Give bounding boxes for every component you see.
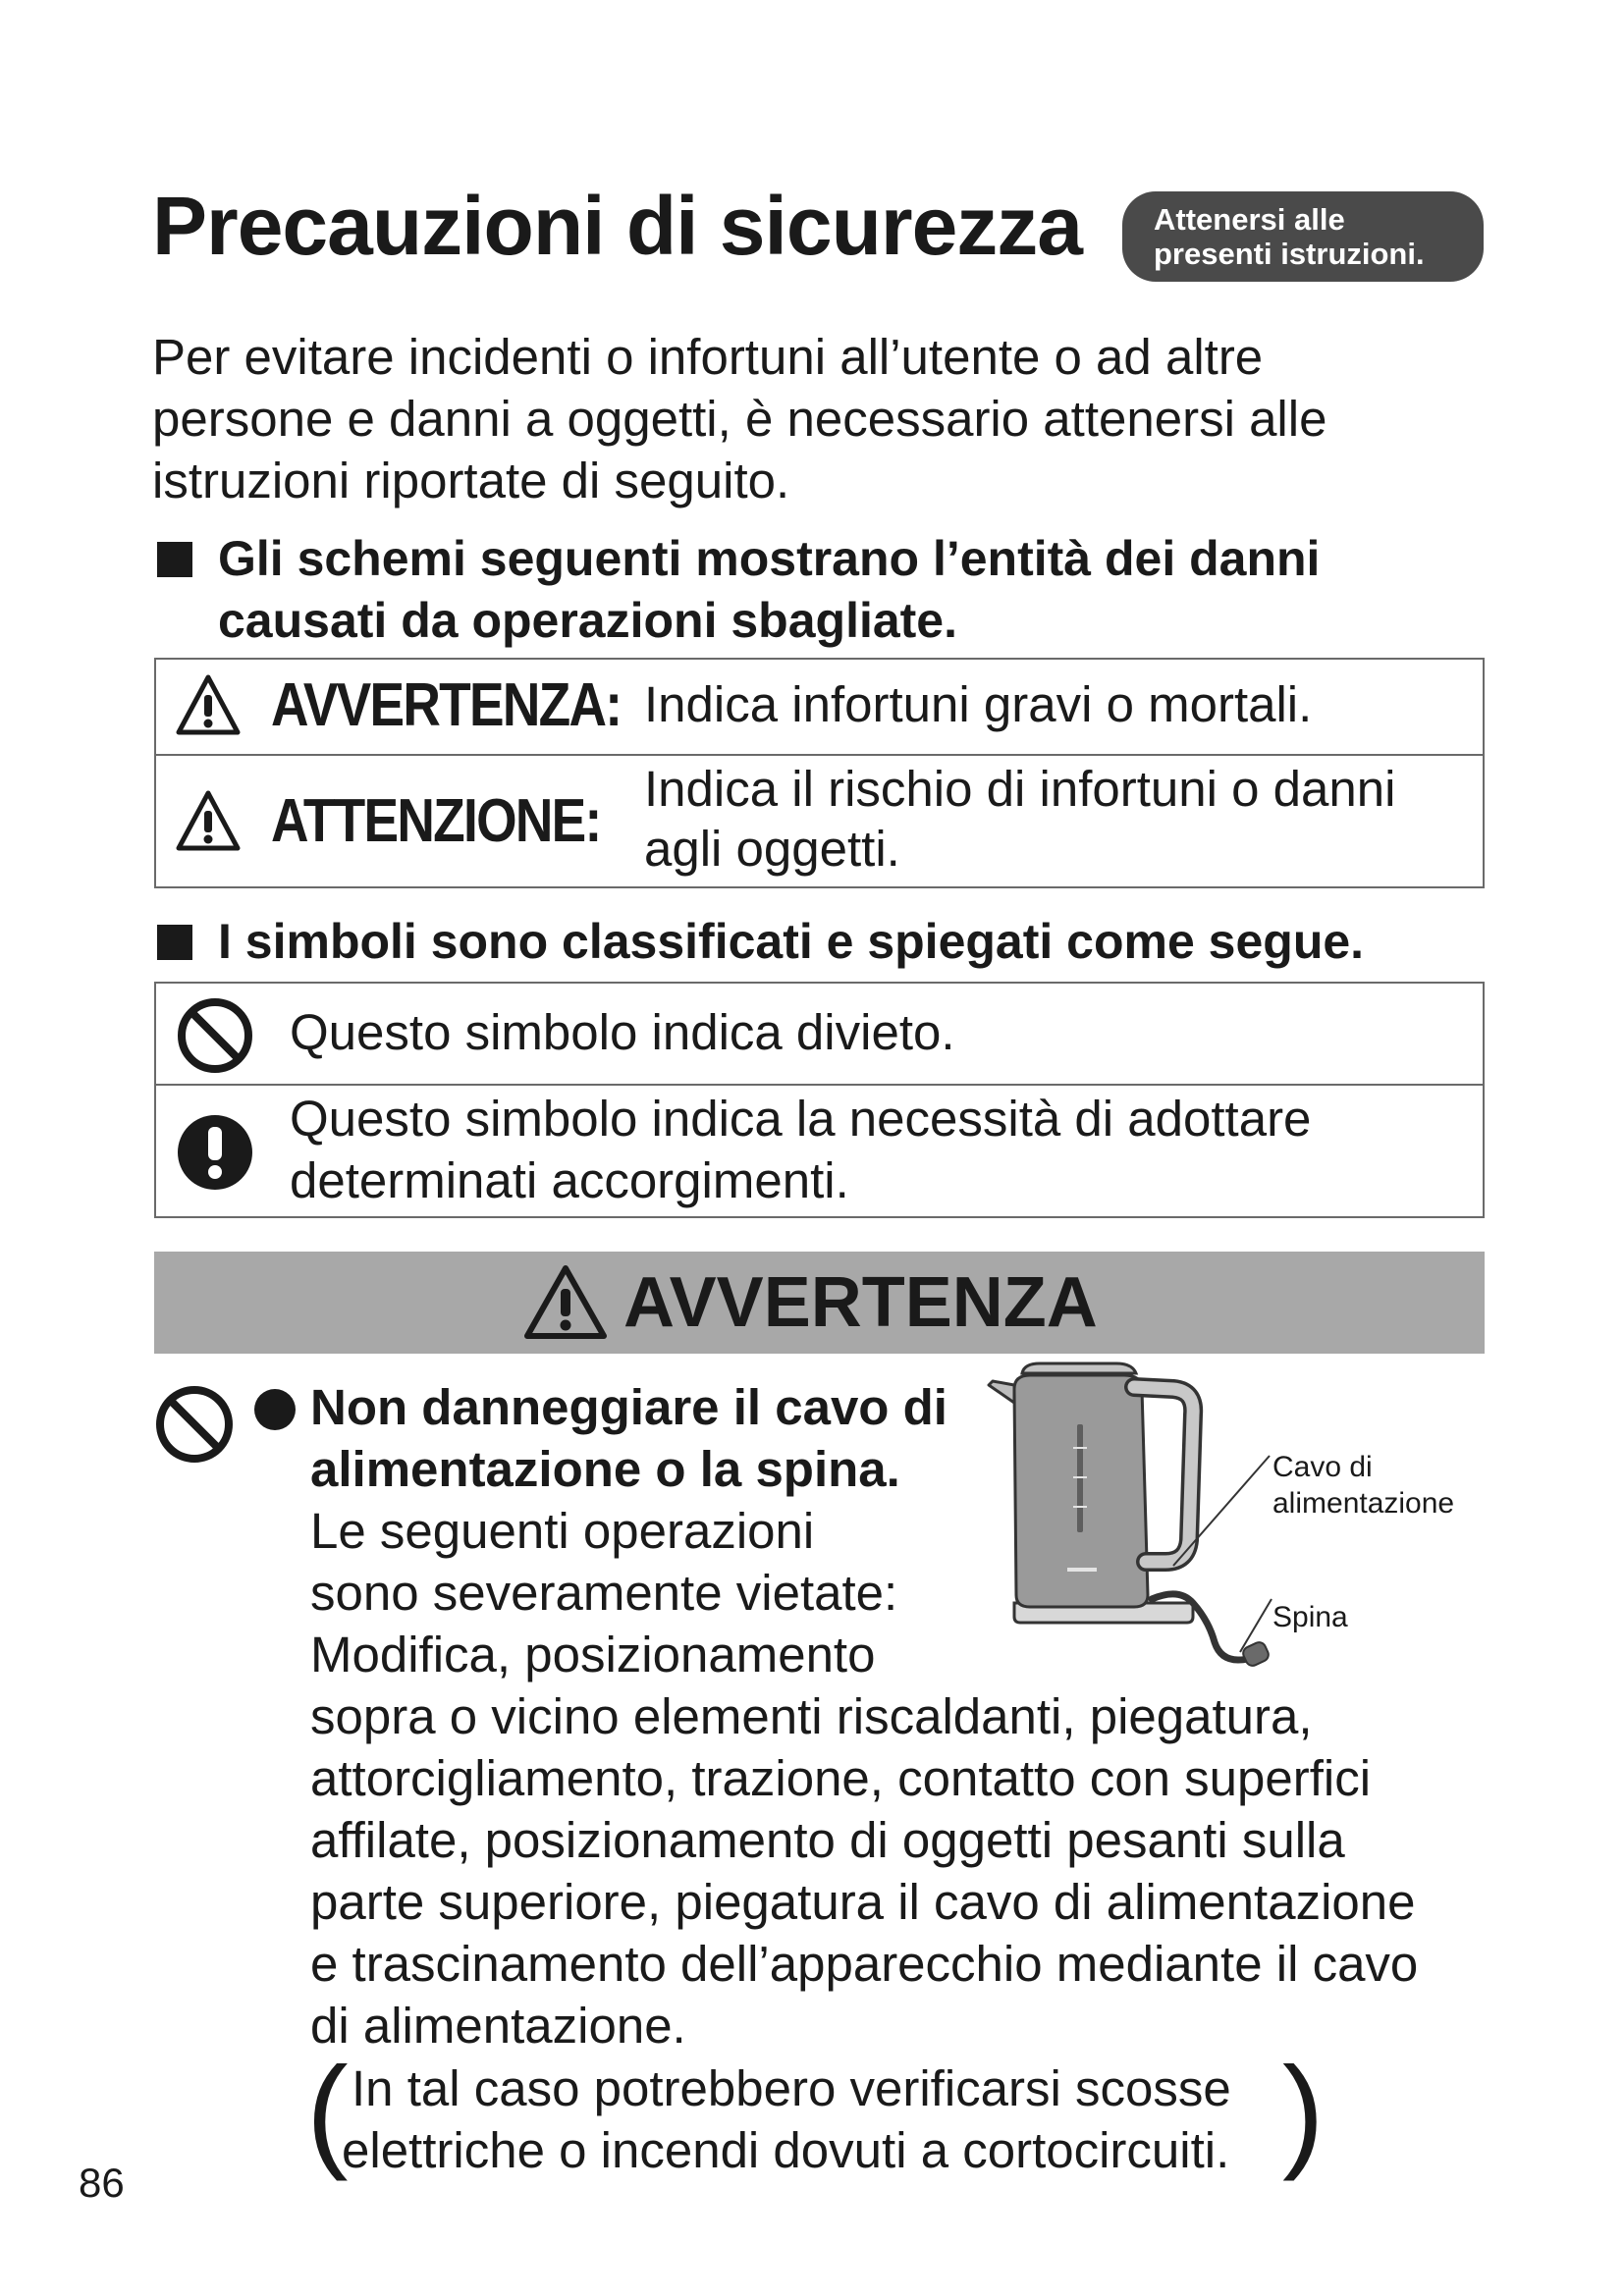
square-bullet-icon bbox=[157, 925, 192, 960]
callout-plug: Spina bbox=[1272, 1601, 1348, 1633]
item-body-line-1: Le seguenti operazioni bbox=[310, 1503, 815, 1559]
item-body-line-7: parte superiore, piegatura il cavo di alimentazione bbox=[310, 1874, 1416, 1930]
callout-cord-line-1: Cavo di bbox=[1272, 1451, 1373, 1483]
item-title-line-1: Non danneggiare il cavo di bbox=[310, 1379, 947, 1435]
intro-paragraph bbox=[152, 326, 1488, 511]
symbol-row-mandatory bbox=[156, 1086, 1483, 1216]
page-number: 86 bbox=[79, 2160, 125, 2206]
section-heading-line-1: Gli schemi seguenti mostrano l’entità dei danni bbox=[218, 531, 1321, 586]
severity-row-caution bbox=[156, 756, 1483, 886]
section-heading-damage bbox=[157, 528, 1320, 652]
square-bullet-icon bbox=[157, 542, 192, 577]
mandatory-icon bbox=[176, 1113, 254, 1192]
section-heading-line-2: causati da operazioni sbagliate. bbox=[218, 593, 958, 648]
warning-section-header bbox=[154, 1252, 1485, 1354]
section-heading-symbols bbox=[157, 911, 1364, 973]
mandatory-text-line-2: determinati accorgimenti. bbox=[290, 1152, 849, 1208]
item-body-line-9: di alimentazione. bbox=[310, 1998, 686, 2054]
round-bullet-icon bbox=[253, 1388, 297, 1431]
item-title-line-2: alimentazione o la spina. bbox=[310, 1441, 900, 1497]
symbol-row-prohibition bbox=[156, 984, 1483, 1086]
severity-row-warning bbox=[156, 660, 1483, 756]
caution-triangle-icon bbox=[176, 789, 241, 854]
caution-text-line-1: Indica il rischio di infortuni o danni bbox=[644, 761, 1396, 817]
caution-label: ATTENZIONE: bbox=[271, 787, 601, 855]
badge-line-1: Attenersi alle bbox=[1154, 202, 1345, 237]
warning-triangle-icon bbox=[176, 673, 241, 738]
prohibition-text: Questo simbolo indica divieto. bbox=[290, 1004, 955, 1060]
open-paren-glyph: ( bbox=[306, 2042, 349, 2182]
item-body-line-4: sopra o vicino elementi riscaldanti, piegatura, bbox=[310, 1688, 1313, 1744]
item-body-line-2: sono severamente vietate: bbox=[310, 1565, 898, 1621]
note-line-2: elettriche o incendi dovuti a cortocircuiti. bbox=[342, 2122, 1230, 2178]
kettle-illustration bbox=[987, 1360, 1488, 1683]
instructions-badge bbox=[1122, 191, 1484, 282]
severity-table bbox=[154, 658, 1485, 888]
prohibition-icon bbox=[176, 996, 254, 1075]
badge-line-2: presenti istruzioni. bbox=[1154, 237, 1425, 271]
warning-triangle-icon bbox=[523, 1263, 608, 1342]
page-title: Precauzioni di sicurezza bbox=[152, 180, 1083, 272]
prohibition-icon bbox=[154, 1384, 235, 1465]
mandatory-text-line-1: Questo simbolo indica la necessità di adottare bbox=[290, 1091, 1312, 1147]
warning-section-title: AVVERTENZA bbox=[623, 1263, 1098, 1342]
section-heading-symbols-text: I simboli sono classificati e spiegati come segue. bbox=[218, 914, 1365, 969]
item-body-line-8: e trascinamento dell’apparecchio mediante il cavo bbox=[310, 1936, 1419, 1992]
item-body-line-6: affilate, posizionamento di oggetti pesanti sulla bbox=[310, 1812, 1345, 1868]
symbols-table bbox=[154, 982, 1485, 1218]
item-body-line-5: attorcigliamento, trazione, contatto con superfici bbox=[310, 1750, 1372, 1806]
close-paren-glyph: ) bbox=[1282, 2042, 1325, 2182]
warning-label: AVVERTENZA: bbox=[271, 671, 622, 739]
callout-cord-line-2: alimentazione bbox=[1272, 1487, 1455, 1520]
caution-text-line-2: agli oggetti. bbox=[644, 821, 900, 877]
intro-line-1: Per evitare incidenti o infortuni all’utente o ad altre bbox=[152, 329, 1264, 385]
note-line-1: In tal caso potrebbero verificarsi scosse bbox=[352, 2060, 1231, 2116]
intro-line-2: persone e danni a oggetti, è necessario attenersi alle bbox=[152, 391, 1327, 447]
item-body-line-3: Modifica, posizionamento bbox=[310, 1627, 876, 1682]
warning-text: Indica infortuni gravi o mortali. bbox=[644, 676, 1313, 732]
intro-line-3: istruzioni riportate di seguito. bbox=[152, 453, 790, 508]
